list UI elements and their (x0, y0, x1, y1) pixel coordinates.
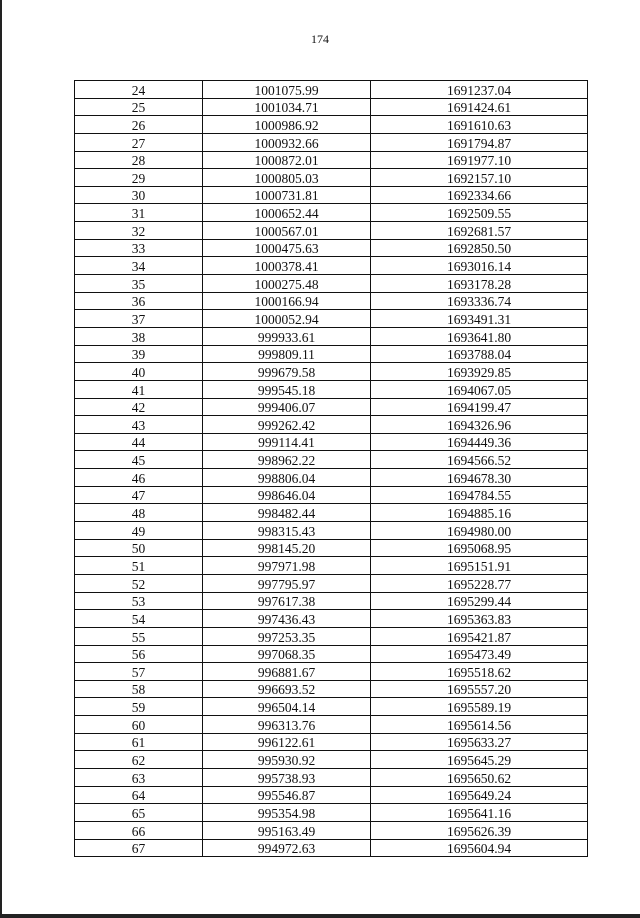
point-number-cell: 38 (75, 327, 203, 345)
y-coordinate-cell: 1692681.57 (371, 222, 588, 240)
table-row (75, 151, 588, 169)
y-coordinate-cell: 1694067.05 (371, 380, 588, 398)
y-coordinate-cell: 1693336.74 (371, 292, 588, 310)
point-number-cell: 42 (75, 398, 203, 416)
table-row (75, 751, 588, 769)
y-coordinate-cell: 1693016.14 (371, 257, 588, 275)
x-coordinate-cell: 998145.20 (203, 539, 371, 557)
point-number-cell: 62 (75, 751, 203, 769)
x-coordinate-cell: 997617.38 (203, 592, 371, 610)
x-coordinate-cell: 997253.35 (203, 627, 371, 645)
y-coordinate-cell: 1694449.36 (371, 433, 588, 451)
x-coordinate-cell: 999262.42 (203, 416, 371, 434)
x-coordinate-cell: 999406.07 (203, 398, 371, 416)
coordinates-table-body (75, 81, 588, 857)
scan-left-edge (0, 0, 2, 918)
y-coordinate-cell: 1695518.62 (371, 663, 588, 681)
x-coordinate-cell: 996504.14 (203, 698, 371, 716)
x-coordinate-cell: 999679.58 (203, 363, 371, 381)
x-coordinate-cell: 1000805.03 (203, 169, 371, 187)
y-coordinate-cell: 1694885.16 (371, 504, 588, 522)
point-number-cell: 55 (75, 627, 203, 645)
table-row (75, 433, 588, 451)
y-coordinate-cell: 1693929.85 (371, 363, 588, 381)
point-number-cell: 49 (75, 522, 203, 540)
table-row (75, 292, 588, 310)
x-coordinate-cell: 995930.92 (203, 751, 371, 769)
table-row (75, 804, 588, 822)
point-number-cell: 53 (75, 592, 203, 610)
y-coordinate-cell: 1695589.19 (371, 698, 588, 716)
x-coordinate-cell: 998806.04 (203, 469, 371, 487)
y-coordinate-cell: 1695068.95 (371, 539, 588, 557)
table-row (75, 469, 588, 487)
point-number-cell: 35 (75, 275, 203, 293)
x-coordinate-cell: 996693.52 (203, 680, 371, 698)
y-coordinate-cell: 1693641.80 (371, 327, 588, 345)
point-number-cell: 57 (75, 663, 203, 681)
table-row (75, 222, 588, 240)
y-coordinate-cell: 1691610.63 (371, 116, 588, 134)
x-coordinate-cell: 1000166.94 (203, 292, 371, 310)
y-coordinate-cell: 1692509.55 (371, 204, 588, 222)
page-number: 174 (311, 32, 329, 46)
y-coordinate-cell: 1695633.27 (371, 733, 588, 751)
table-row (75, 239, 588, 257)
x-coordinate-cell: 999114.41 (203, 433, 371, 451)
point-number-cell: 47 (75, 486, 203, 504)
point-number-cell: 39 (75, 345, 203, 363)
x-coordinate-cell: 998315.43 (203, 522, 371, 540)
x-coordinate-cell: 996122.61 (203, 733, 371, 751)
table-row (75, 821, 588, 839)
x-coordinate-cell: 1001075.99 (203, 81, 371, 99)
table-row (75, 522, 588, 540)
table-row (75, 698, 588, 716)
y-coordinate-cell: 1695650.62 (371, 768, 588, 786)
point-number-cell: 34 (75, 257, 203, 275)
table-row (75, 627, 588, 645)
y-coordinate-cell: 1694678.30 (371, 469, 588, 487)
table-row (75, 204, 588, 222)
x-coordinate-cell: 995738.93 (203, 768, 371, 786)
point-number-cell: 67 (75, 839, 203, 857)
table-row (75, 839, 588, 857)
point-number-cell: 46 (75, 469, 203, 487)
y-coordinate-cell: 1691424.61 (371, 98, 588, 116)
point-number-cell: 63 (75, 768, 203, 786)
point-number-cell: 37 (75, 310, 203, 328)
table-row (75, 310, 588, 328)
x-coordinate-cell: 996881.67 (203, 663, 371, 681)
table-row (75, 380, 588, 398)
y-coordinate-cell: 1693788.04 (371, 345, 588, 363)
x-coordinate-cell: 999809.11 (203, 345, 371, 363)
y-coordinate-cell: 1692334.66 (371, 186, 588, 204)
y-coordinate-cell: 1694566.52 (371, 451, 588, 469)
point-number-cell: 24 (75, 81, 203, 99)
table-row (75, 663, 588, 681)
y-coordinate-cell: 1695645.29 (371, 751, 588, 769)
point-number-cell: 41 (75, 380, 203, 398)
table-row (75, 416, 588, 434)
y-coordinate-cell: 1692850.50 (371, 239, 588, 257)
table-row (75, 645, 588, 663)
x-coordinate-cell: 1000567.01 (203, 222, 371, 240)
y-coordinate-cell: 1695604.94 (371, 839, 588, 857)
point-number-cell: 66 (75, 821, 203, 839)
y-coordinate-cell: 1695641.16 (371, 804, 588, 822)
x-coordinate-cell: 998646.04 (203, 486, 371, 504)
table-row (75, 327, 588, 345)
x-coordinate-cell: 1000986.92 (203, 116, 371, 134)
point-number-cell: 56 (75, 645, 203, 663)
point-number-cell: 33 (75, 239, 203, 257)
table-row (75, 275, 588, 293)
x-coordinate-cell: 1000475.63 (203, 239, 371, 257)
y-coordinate-cell: 1691977.10 (371, 151, 588, 169)
table-row (75, 116, 588, 134)
point-number-cell: 61 (75, 733, 203, 751)
table-row (75, 398, 588, 416)
point-number-cell: 36 (75, 292, 203, 310)
x-coordinate-cell: 994972.63 (203, 839, 371, 857)
table-row (75, 363, 588, 381)
table-row (75, 451, 588, 469)
x-coordinate-cell: 1000275.48 (203, 275, 371, 293)
point-number-cell: 25 (75, 98, 203, 116)
y-coordinate-cell: 1694199.47 (371, 398, 588, 416)
point-number-cell: 27 (75, 133, 203, 151)
table-row (75, 733, 588, 751)
point-number-cell: 45 (75, 451, 203, 469)
x-coordinate-cell: 1000652.44 (203, 204, 371, 222)
point-number-cell: 64 (75, 786, 203, 804)
y-coordinate-cell: 1693178.28 (371, 275, 588, 293)
x-coordinate-cell: 1000872.01 (203, 151, 371, 169)
y-coordinate-cell: 1695363.83 (371, 610, 588, 628)
scan-bottom-edge (0, 914, 640, 918)
point-number-cell: 43 (75, 416, 203, 434)
y-coordinate-cell: 1695151.91 (371, 557, 588, 575)
point-number-cell: 48 (75, 504, 203, 522)
y-coordinate-cell: 1695299.44 (371, 592, 588, 610)
point-number-cell: 58 (75, 680, 203, 698)
x-coordinate-cell: 999545.18 (203, 380, 371, 398)
x-coordinate-cell: 997971.98 (203, 557, 371, 575)
x-coordinate-cell: 995546.87 (203, 786, 371, 804)
x-coordinate-cell: 997795.97 (203, 574, 371, 592)
x-coordinate-cell: 999933.61 (203, 327, 371, 345)
point-number-cell: 29 (75, 169, 203, 187)
x-coordinate-cell: 1000731.81 (203, 186, 371, 204)
point-number-cell: 44 (75, 433, 203, 451)
point-number-cell: 52 (75, 574, 203, 592)
table-row (75, 98, 588, 116)
table-row (75, 486, 588, 504)
table-row (75, 592, 588, 610)
point-number-cell: 60 (75, 716, 203, 734)
table-row (75, 539, 588, 557)
x-coordinate-cell: 998962.22 (203, 451, 371, 469)
point-number-cell: 50 (75, 539, 203, 557)
x-coordinate-cell: 996313.76 (203, 716, 371, 734)
table-row (75, 504, 588, 522)
y-coordinate-cell: 1693491.31 (371, 310, 588, 328)
x-coordinate-cell: 995354.98 (203, 804, 371, 822)
point-number-cell: 30 (75, 186, 203, 204)
point-number-cell: 65 (75, 804, 203, 822)
y-coordinate-cell: 1695421.87 (371, 627, 588, 645)
y-coordinate-cell: 1692157.10 (371, 169, 588, 187)
y-coordinate-cell: 1695649.24 (371, 786, 588, 804)
y-coordinate-cell: 1691237.04 (371, 81, 588, 99)
y-coordinate-cell: 1695557.20 (371, 680, 588, 698)
x-coordinate-cell: 1000052.94 (203, 310, 371, 328)
y-coordinate-cell: 1694980.00 (371, 522, 588, 540)
x-coordinate-cell: 997068.35 (203, 645, 371, 663)
table-row (75, 81, 588, 99)
point-number-cell: 51 (75, 557, 203, 575)
table-row (75, 557, 588, 575)
y-coordinate-cell: 1695614.56 (371, 716, 588, 734)
table-row (75, 610, 588, 628)
y-coordinate-cell: 1695228.77 (371, 574, 588, 592)
x-coordinate-cell: 1000378.41 (203, 257, 371, 275)
table-row (75, 186, 588, 204)
y-coordinate-cell: 1694784.55 (371, 486, 588, 504)
y-coordinate-cell: 1694326.96 (371, 416, 588, 434)
point-number-cell: 40 (75, 363, 203, 381)
table-row (75, 680, 588, 698)
point-number-cell: 32 (75, 222, 203, 240)
coordinates-table (74, 80, 588, 857)
point-number-cell: 26 (75, 116, 203, 134)
table-row (75, 133, 588, 151)
y-coordinate-cell: 1695626.39 (371, 821, 588, 839)
table-row (75, 345, 588, 363)
point-number-cell: 59 (75, 698, 203, 716)
x-coordinate-cell: 998482.44 (203, 504, 371, 522)
table-row (75, 257, 588, 275)
point-number-cell: 28 (75, 151, 203, 169)
table-row (75, 716, 588, 734)
y-coordinate-cell: 1695473.49 (371, 645, 588, 663)
table-row (75, 786, 588, 804)
point-number-cell: 54 (75, 610, 203, 628)
x-coordinate-cell: 1001034.71 (203, 98, 371, 116)
table-row (75, 768, 588, 786)
x-coordinate-cell: 995163.49 (203, 821, 371, 839)
y-coordinate-cell: 1691794.87 (371, 133, 588, 151)
x-coordinate-cell: 997436.43 (203, 610, 371, 628)
table-row (75, 574, 588, 592)
table-row (75, 169, 588, 187)
point-number-cell: 31 (75, 204, 203, 222)
x-coordinate-cell: 1000932.66 (203, 133, 371, 151)
